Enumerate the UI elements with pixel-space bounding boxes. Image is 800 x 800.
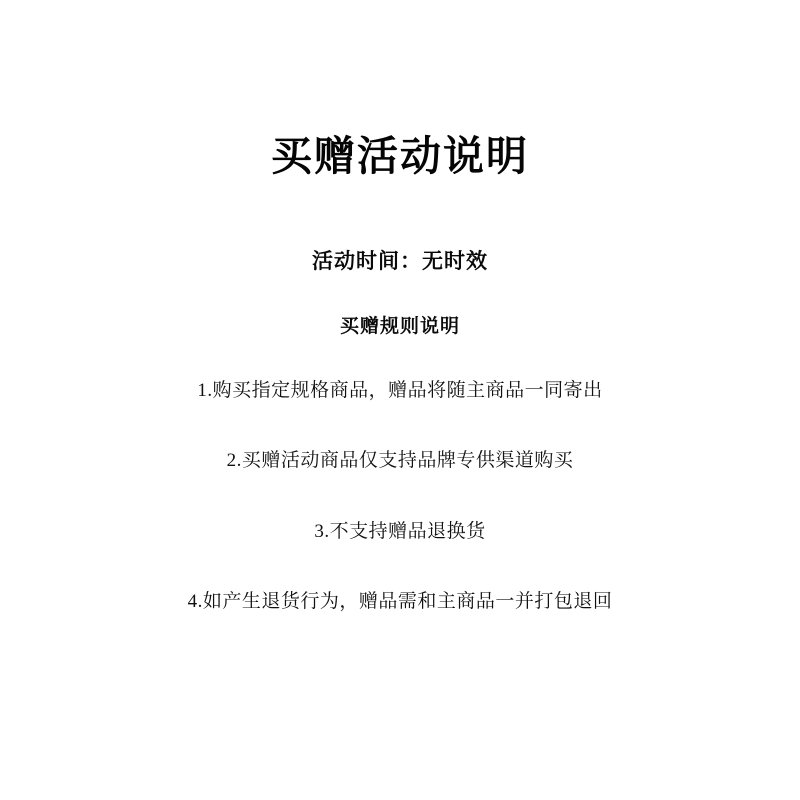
list-item: 3.不支持赠品退换货 xyxy=(314,520,486,542)
rules-heading: 买赠规则说明 xyxy=(339,315,460,337)
activity-period-text: 活动时间：无时效 xyxy=(312,248,488,273)
page-title: 买赠活动说明 xyxy=(271,133,529,179)
list-item: 2.买赠活动商品仅支持品牌专供渠道购买 xyxy=(226,450,574,472)
list-item: 4.如产生退货行为，赠品需和主商品一并打包退回 xyxy=(187,591,613,613)
list-item: 1.购买指定规格商品，赠品将随主商品一同寄出 xyxy=(197,379,603,401)
rules-list xyxy=(0,338,800,616)
